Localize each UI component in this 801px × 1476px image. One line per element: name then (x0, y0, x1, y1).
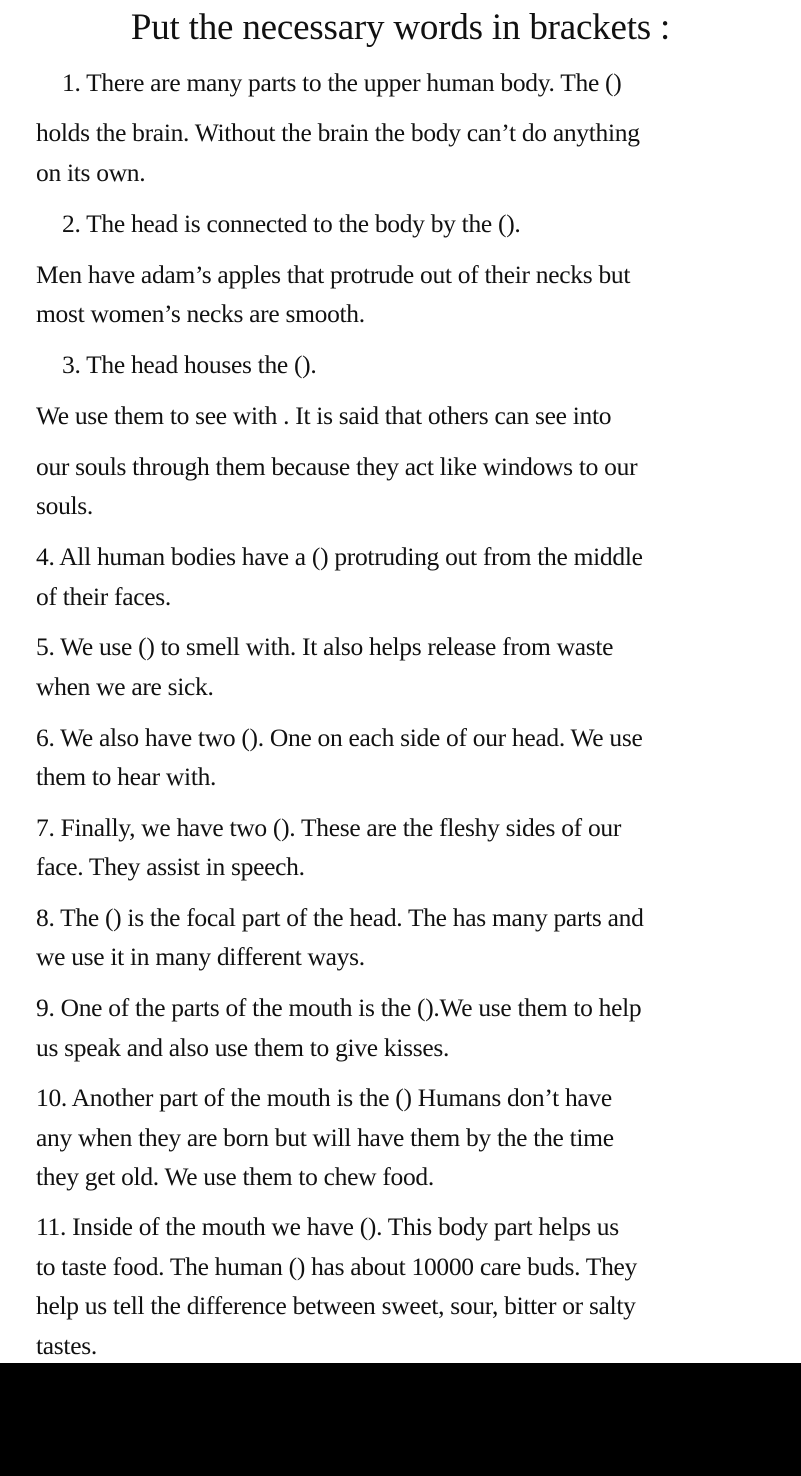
text-line: on its own. (36, 158, 146, 187)
text-line: We use them to see with . It is said that others can see into (36, 401, 612, 430)
text-line: 5. We use () to smell with. It also helps release from waste (36, 632, 614, 661)
text-line: 7. Finally, we have two (). These are the fleshy sides of our (36, 813, 622, 842)
text-line: us speak and also use them to give kisses. (36, 1033, 450, 1062)
text-line: any when they are born but will have them by the the time (36, 1123, 614, 1152)
text-line: most women’s necks are smooth. (36, 299, 365, 328)
text-line: 9. One of the parts of the mouth is the ().We use them to help (36, 993, 642, 1022)
text-line: tastes. (36, 1331, 97, 1360)
text-line: 1. There are many parts to the upper human body. The () (62, 68, 622, 97)
text-line: souls. (36, 491, 94, 520)
text-line: 2. The head is connected to the body by the (). (62, 209, 521, 238)
text-line: 6. We also have two (). One on each side of our head. We use (36, 723, 643, 752)
text-line: Men have adam’s apples that protrude out of their necks but (36, 260, 631, 289)
text-line: when we are sick. (36, 672, 214, 701)
text-line: holds the brain. Without the brain the body can’t do anything (36, 118, 640, 147)
text-line: our souls through them because they act like windows to our (36, 452, 638, 481)
text-line: help us tell the difference between sweet, sour, bitter or salty (36, 1291, 636, 1320)
text-line: 4. All human bodies have a () protruding out from the middle (36, 542, 643, 571)
text-line: 3. The head houses the (). (62, 350, 317, 379)
text-line: them to hear with. (36, 762, 217, 791)
text-line: to taste food. The human () has about 10000 care buds. They (36, 1252, 637, 1281)
page-title: Put the necessary words in brackets : (130, 7, 671, 48)
text-line: 8. The () is the focal part of the head. The has many parts and (36, 903, 644, 932)
black-bottom-area (0, 1363, 801, 1476)
text-line: face. They assist in speech. (36, 852, 305, 881)
text-line: of their faces. (36, 582, 171, 611)
text-line: 10. Another part of the mouth is the () Humans don’t have (36, 1083, 612, 1112)
text-line: they get old. We use them to chew food. (36, 1162, 434, 1191)
text-line: we use it in many different ways. (36, 942, 365, 971)
text-line: 11. Inside of the mouth we have (). This body part helps us (36, 1212, 619, 1241)
